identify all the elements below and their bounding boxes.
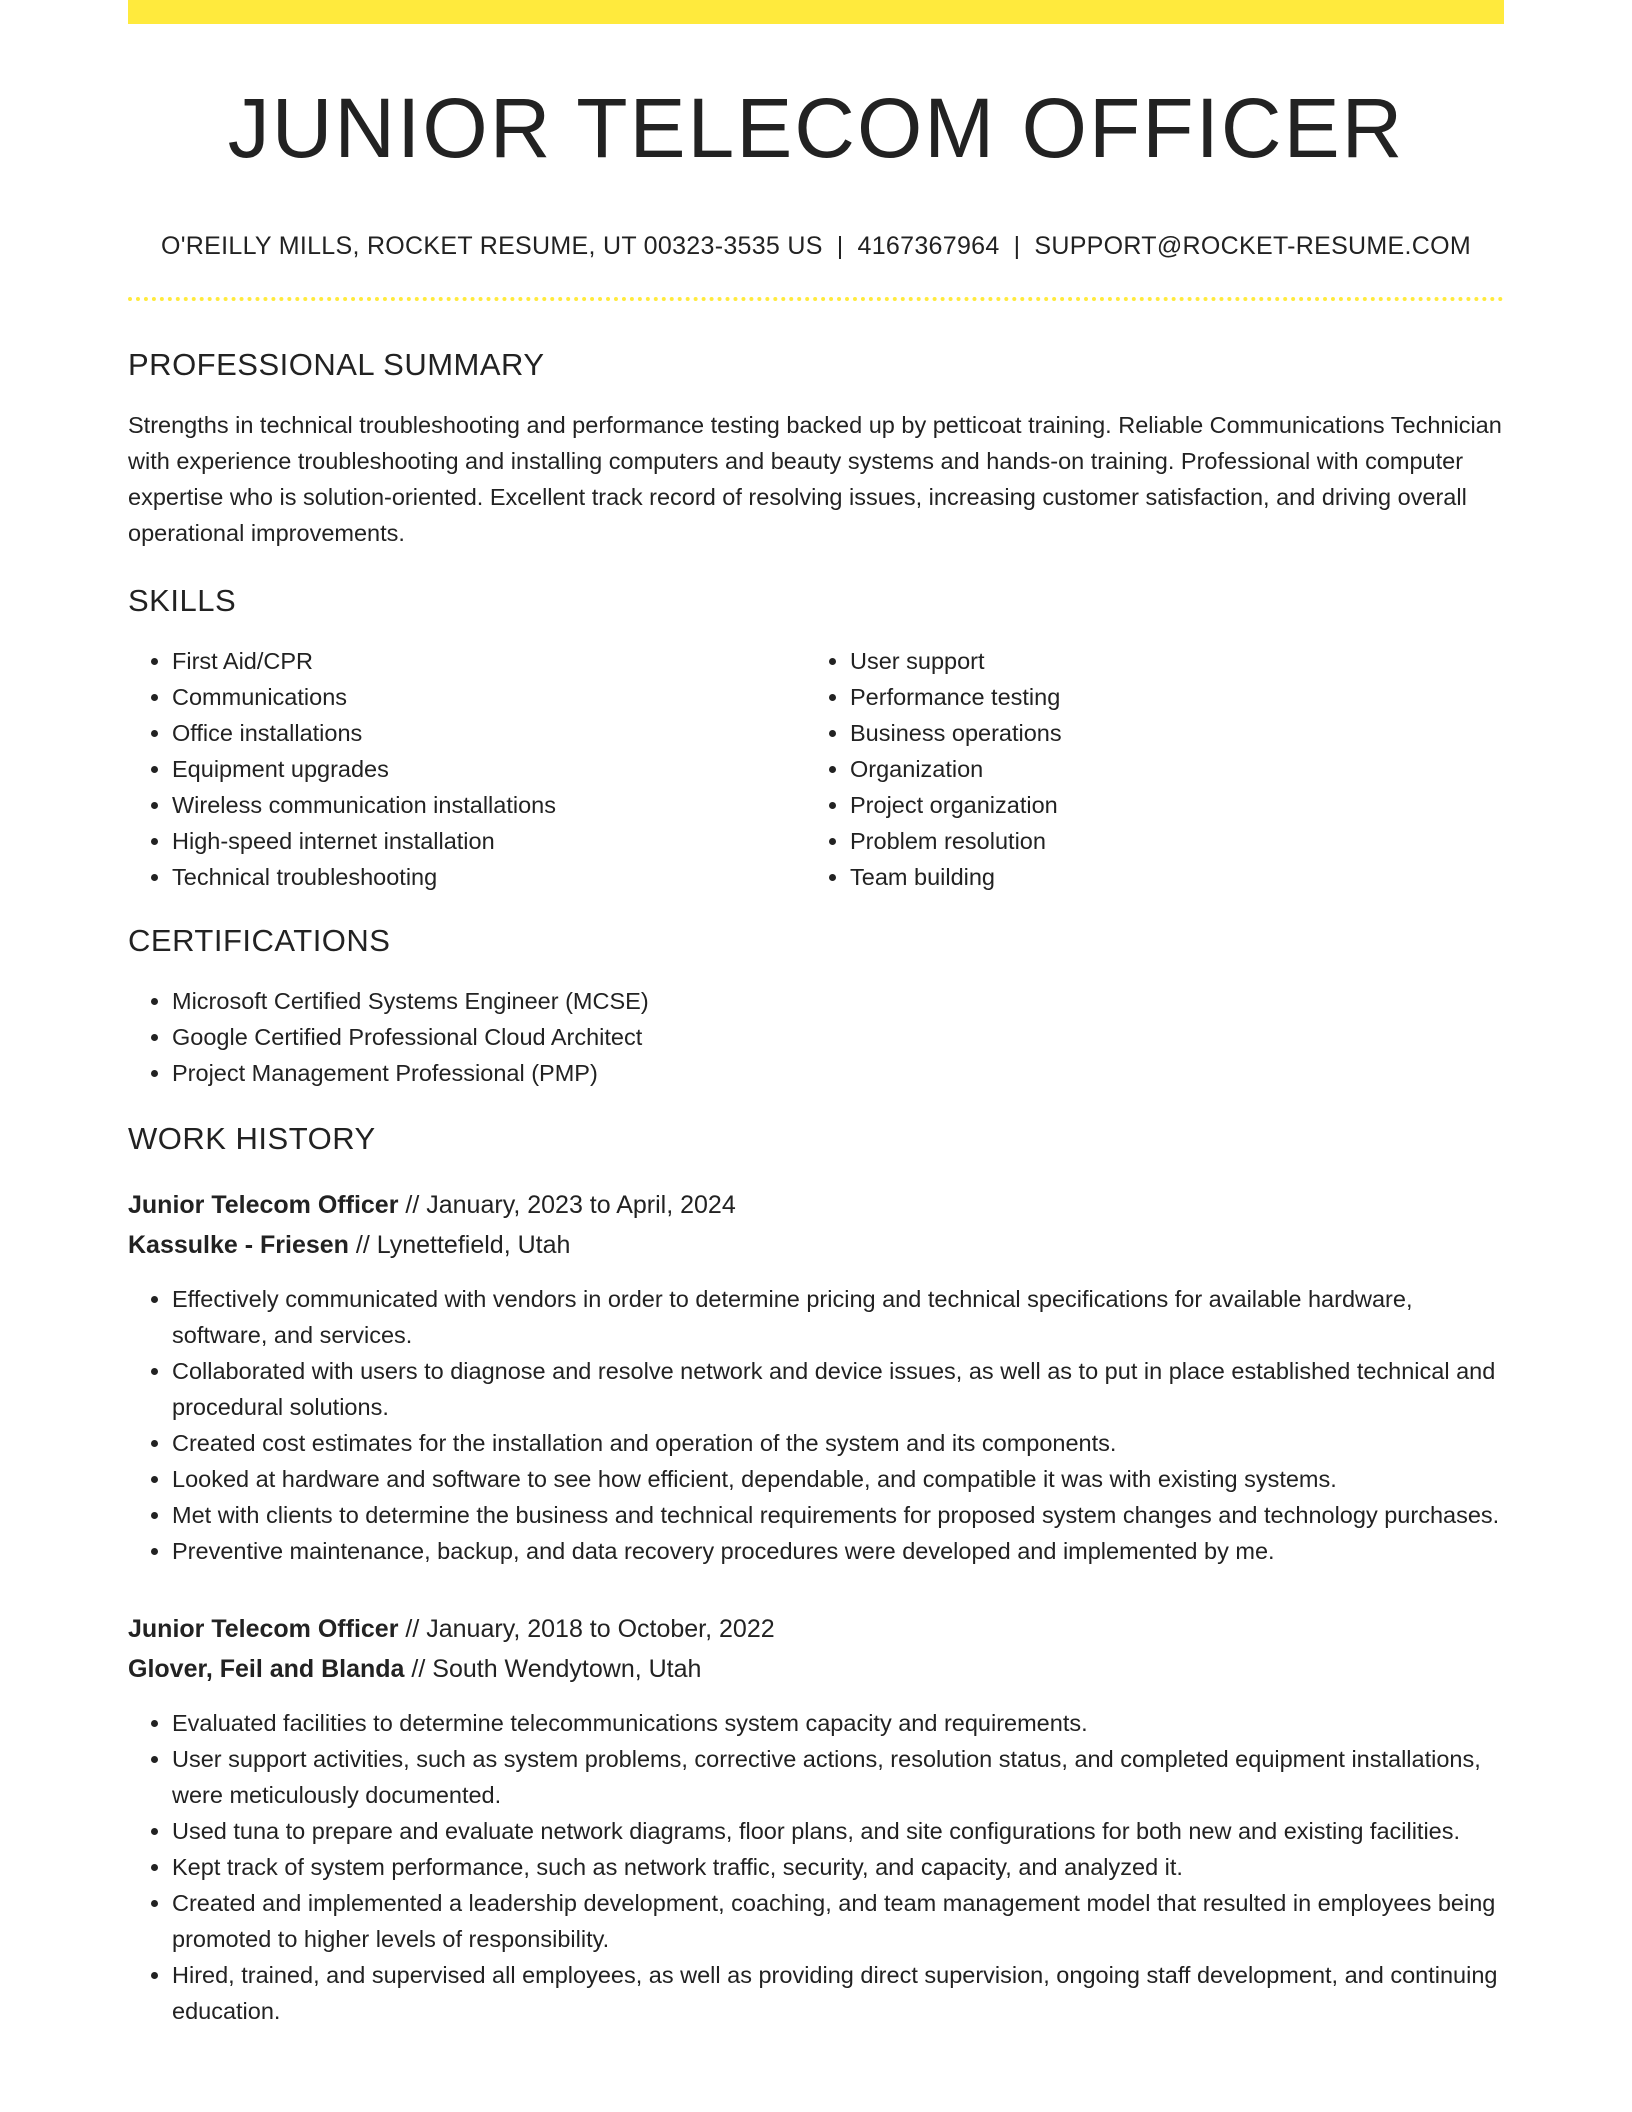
skills-list-left [128,643,806,895]
summary-section-title: PROFESSIONAL SUMMARY [128,347,545,383]
job-title: Junior Telecom Officer [128,1615,399,1644]
job-location: South Wendytown, Utah [432,1655,702,1684]
job-bullet: • Evaluated facilities to determine telecommunications system capacity and requirements. [172,1705,1504,1741]
skill-item: • Wireless communication installations [172,787,806,823]
contact-line [128,232,1504,261]
skill-item: • Organization [850,751,1484,787]
job-bullet: • Met with clients to determine the business and technical requirements for proposed system changes and technology purchases. [172,1497,1504,1533]
summary-text: Strengths in technical troubleshooting and performance testing backed up by petticoat training. Reliable Communications Technician with experience troubleshooting and installing computers and beauty systems and hands-on training. Professional with computer expertise who is solution-oriented. Excellent track record of resolving issues, increasing customer satisfaction, and driving overall operational improvements. [128,412,1502,547]
job-bullet: • Kept track of system performance, such as network traffic, security, and capacity, and analyzed it. [172,1849,1504,1885]
contact-email: SUPPORT@ROCKET-RESUME.COM [1034,232,1471,261]
skill-item: • Communications [172,679,806,715]
job-title-line [128,1185,1504,1225]
skills-section-title: SKILLS [128,583,237,619]
contact-separator: | [1013,232,1021,261]
contact-phone: 4167367964 [857,232,1000,261]
job-bullet: • Collaborated with users to diagnose and resolve network and device issues, as well as to put in place established technical and procedural solutions. [172,1353,1504,1425]
job-company-line [128,1649,1504,1689]
job-title: Junior Telecom Officer [128,1191,399,1220]
skills-list-right [806,643,1484,895]
work-history-section-title: WORK HISTORY [128,1121,376,1157]
skill-item: • Problem resolution [850,823,1484,859]
job-divider: // [405,1615,420,1644]
job-dates: January, 2023 to April, 2024 [426,1191,736,1220]
skill-item: • Performance testing [850,679,1484,715]
skill-item: • High-speed internet installation [172,823,806,859]
job-bullet: • Used tuna to prepare and evaluate network diagrams, floor plans, and site configurations for both new and existing facilities. [172,1813,1504,1849]
job-dates: January, 2018 to October, 2022 [426,1615,775,1644]
certification-item: • Project Management Professional (PMP) [172,1055,1504,1091]
job-company: Glover, Feil and Blanda [128,1655,405,1684]
job-bullet: • Preventive maintenance, backup, and data recovery procedures were developed and implemented by me. [172,1533,1504,1569]
job-title-line [128,1609,1504,1649]
skill-item: • User support [850,643,1484,679]
job-divider: // [405,1191,420,1220]
contact-separator: | [836,232,844,261]
job-bullet: • Hired, trained, and supervised all employees, as well as providing direct supervision, ongoing staff development, and continuing education. [172,1957,1504,2029]
job-bullet: • User support activities, such as system problems, corrective actions, resolution status, and completed equipment installations, were meticulously documented. [172,1741,1504,1813]
job-divider: // [411,1655,426,1684]
skill-item: • Business operations [850,715,1484,751]
job-bullet-list [128,1281,1504,1569]
job-bullet: • Effectively communicated with vendors in order to determine pricing and technical specifications for available hardware, software, and services. [172,1281,1504,1353]
skill-item: • First Aid/CPR [172,643,806,679]
job-company-line [128,1225,1504,1265]
resume-page [128,0,1504,2029]
job-company: Kassulke - Friesen [128,1231,349,1260]
skills-grid [128,643,1504,895]
contact-address: O'REILLY MILLS, ROCKET RESUME, UT 00323-3535 US [160,232,823,261]
certifications-section-title: CERTIFICATIONS [128,923,391,959]
skill-item: • Team building [850,859,1484,895]
job-bullet: • Looked at hardware and software to see how efficient, dependable, and compatible it was with existing systems. [172,1461,1504,1497]
skill-item: • Project organization [850,787,1484,823]
job-location: Lynettefield, Utah [376,1231,571,1260]
certifications-list [128,983,1504,1091]
certification-item: • Microsoft Certified Systems Engineer (MCSE) [172,983,1504,1019]
job-bullet-list [128,1705,1504,2029]
job-entry [128,1609,1504,2029]
job-bullet: • Created cost estimates for the installation and operation of the system and its components. [172,1425,1504,1461]
job-divider: // [355,1231,370,1260]
job-entry [128,1185,1504,1569]
job-bullet: • Created and implemented a leadership development, coaching, and team management model that resulted in employees being promoted to higher levels of responsibility. [172,1885,1504,1957]
certification-item: • Google Certified Professional Cloud Architect [172,1019,1504,1055]
accent-top-bar [128,0,1504,24]
dotted-divider [128,297,1504,301]
skill-item: • Office installations [172,715,806,751]
skill-item: • Technical troubleshooting [172,859,806,895]
skill-item: • Equipment upgrades [172,751,806,787]
resume-name-heading: JUNIOR TELECOM OFFICER [227,81,1405,175]
